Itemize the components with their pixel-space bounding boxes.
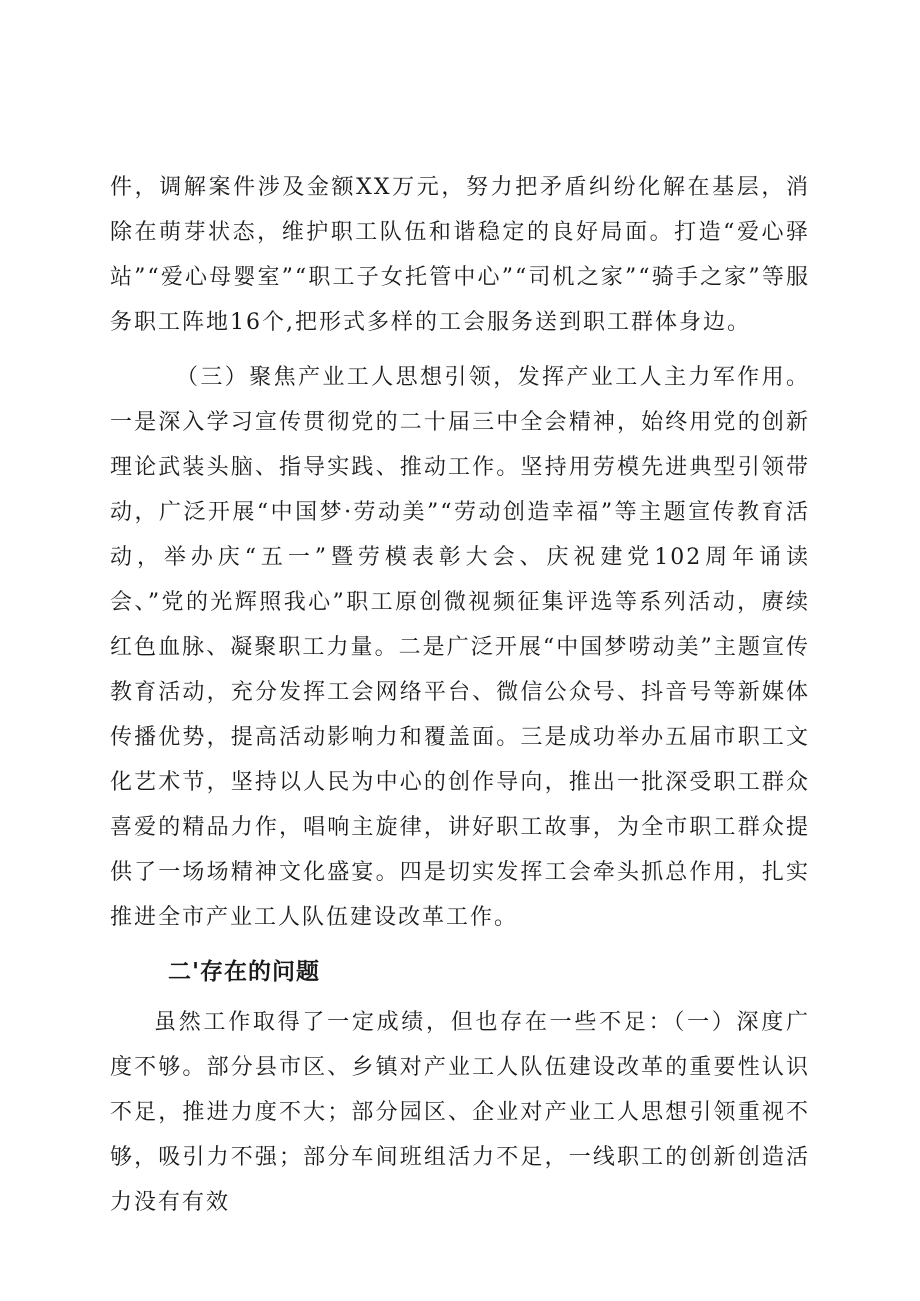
paragraph-problems: 虽然工作取得了一定成绩，但也存在一些不足：（一）深度广度不够。部分县市区、乡镇对产业工人队伍建设改革的重要性认识不足，推进力度不大；部分园区、企业对产业工人思想引领重视不够，吸引力不强；部分车间班组活力不足，一线职工的创新创造活力没有有效 <box>110 1010 810 1215</box>
paragraph-section-three: （三）聚焦产业工人思想引领，发挥产业工人主力军作用。一是深入学习宣传贯彻党的二十届三中全会精神，始终用党的创新理论武装头脑、指导实践、推动工作。坚持用劳模先进典型引领带动，广泛开展“中国梦·劳动美”“劳动创造幸福”等主题宣传教育活动，举办庆“五一”暨劳模表彰大会、庆祝建党102周年诵读会、”党的光辉照我心”职工原创微视频征集评选等系列活动，赓续红色血脉、凝聚职工力量。二是广泛开展“中国梦唠动美”主题宣传教育活动，充分发挥工会网络平台、微信公众号、抖音号等新媒体传播优势，提高活动影响力和覆盖面。三是成功举办五届市职工文化艺术节，坚持以人民为中心的创作导向，推出一批深受职工群众喜爱的精品力作，唱响主旋律，讲好职工故事，为全市职工群众提供了一场场精神文化盛宴。四是切实发挥工会牵头抓总作用，扎实推进全市产业工人队伍建设改革工作。 <box>110 365 810 930</box>
paragraph-continuation: 件，调解案件涉及金额XX万元，努力把矛盾纠纷化解在基层，消除在萌芽状态，维护职工队伍和谐稳定的良好局面。打造“爱心驿站”“爱心母婴室”“职工子女托管中心”“司机之家”“骑手之家”等服务职工阵地16个,把形式多样的工会服务送到职工群体身边。 <box>110 175 810 335</box>
section-heading-problems: 二'存在的问题 <box>168 959 321 985</box>
